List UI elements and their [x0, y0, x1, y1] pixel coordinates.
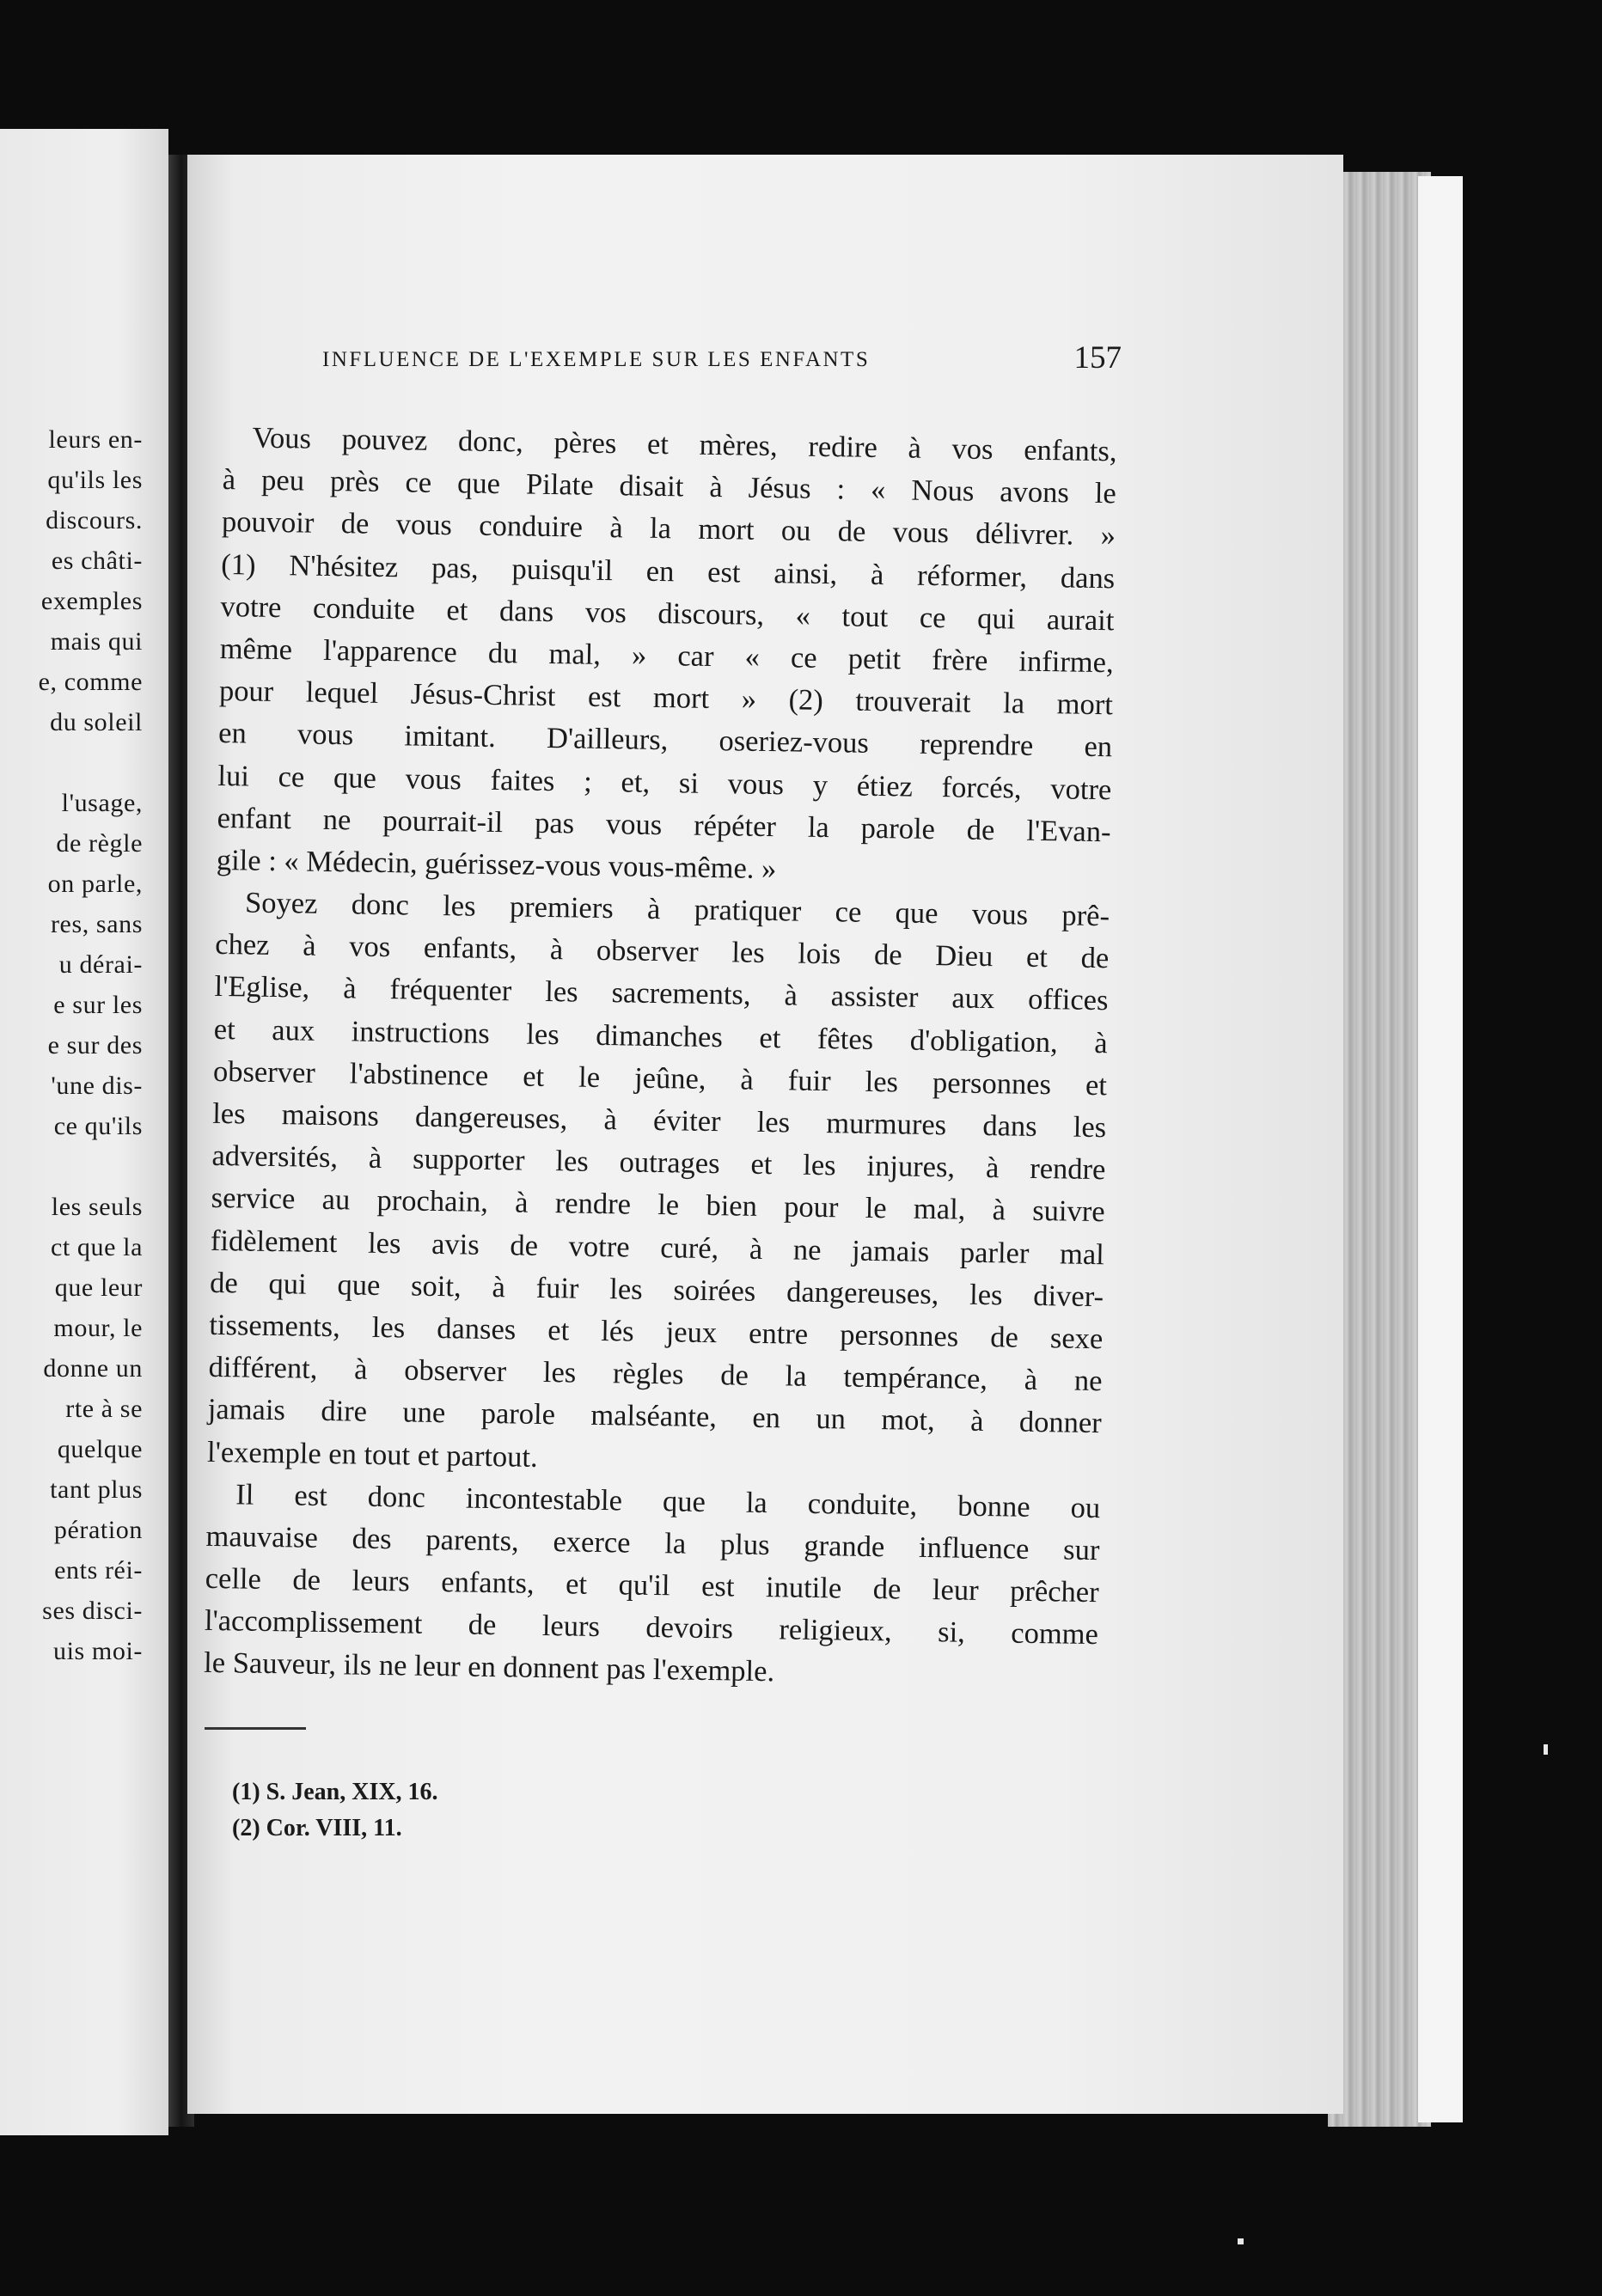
- left-page-line: e sur les: [53, 991, 143, 1019]
- text-line: même l'apparence du mal, » car « ce petit frère infirme,: [219, 632, 1114, 680]
- text-line: le Sauveur, ils ne leur en donnent pas l'exemple.: [203, 1646, 775, 1688]
- left-page-line: les seuls: [51, 1193, 143, 1221]
- left-page-line: ct que la: [50, 1233, 143, 1261]
- left-page-line: donne un: [43, 1354, 143, 1383]
- page-number: 157: [1073, 340, 1122, 376]
- text-line: différent, à observer les règles de la tempérance, à ne: [208, 1350, 1103, 1398]
- left-page-line: discours.: [46, 506, 143, 534]
- left-page-line: ce qu'ils: [53, 1112, 143, 1140]
- left-page-line: exemples: [40, 587, 143, 615]
- left-page-line: on parle,: [47, 870, 143, 898]
- left-page-line: rte à se: [65, 1395, 143, 1423]
- left-page-line: que leur: [54, 1273, 143, 1302]
- dust-speck: [1544, 1744, 1548, 1755]
- left-page-line: tant plus: [50, 1475, 143, 1504]
- text-line: Il est donc incontestable que la conduite, bonne ou: [235, 1478, 1101, 1524]
- text-line: service au prochain, à rendre le bien pour le mal, à suivre: [211, 1182, 1105, 1229]
- footnote-2: (2) Cor. VIII, 11.: [232, 1815, 402, 1841]
- text-line: celle de leurs enfants, et qu'il est inutile de leur prêcher: [205, 1561, 1099, 1609]
- left-page-line: l'usage,: [61, 789, 143, 817]
- text-line: Vous pouvez donc, pères et mères, redire à vos enfants,: [252, 421, 1117, 468]
- text-line: fidèlement les avis de votre curé, à ne jamais parler mal: [210, 1224, 1105, 1271]
- left-page-line: u dérai-: [58, 950, 143, 979]
- running-title: INFLUENCE DE L'EXEMPLE SUR LES ENFANTS: [322, 348, 871, 371]
- body-text: [204, 417, 1117, 1699]
- text-line: observer l'abstinence et le jeûne, à fuir les personnes et: [212, 1054, 1108, 1102]
- text-line: de qui que soit, à fuir les soirées dangereuses, les diver-: [209, 1266, 1104, 1313]
- text-line: l'Eglise, à fréquenter les sacrements, à assister aux offices: [214, 970, 1109, 1017]
- left-page-line: ses disci-: [42, 1597, 143, 1625]
- text-line: les maisons dangereuses, à éviter les murmures dans les: [211, 1096, 1107, 1145]
- text-line: votre conduite et dans vos discours, « tout ce qui aurait: [220, 589, 1115, 638]
- left-page-line: es châti-: [51, 547, 143, 575]
- text-line: pour lequel Jésus-Christ est mort » (2) trouverait la mort: [218, 675, 1114, 722]
- text-line: tissements, les danses et lés jeux entre personnes de sexe: [209, 1308, 1104, 1356]
- left-page-line: de règle: [56, 829, 143, 858]
- text-line: jamais dire une parole malséante, en un mot, à donner: [207, 1393, 1103, 1440]
- left-page-fragment: [0, 129, 168, 2135]
- footnote-rule: [205, 1727, 306, 1730]
- left-page-line: e sur des: [47, 1031, 143, 1059]
- text-line: (1) N'hésitez pas, puisqu'il en est ainsi, à réformer, dans: [221, 547, 1116, 595]
- text-line: gile : « Médecin, guérissez-vous vous-même. »: [216, 843, 777, 886]
- left-page-text: [0, 419, 143, 1671]
- left-page-line: mais qui: [50, 627, 143, 656]
- left-page-line: ents réi-: [54, 1556, 143, 1585]
- left-page-line: uis moi-: [53, 1637, 143, 1665]
- footnote-1: (1) S. Jean, XIX, 16.: [232, 1779, 438, 1805]
- text-line: à peu près ce que Pilate disait à Jésus : « Nous avons le: [222, 463, 1117, 510]
- cover-edge: [1418, 176, 1463, 2122]
- text-line: Soyez donc les premiers à pratiquer ce que vous prê-: [244, 886, 1110, 933]
- page-stack-edge: [1328, 172, 1431, 2127]
- text-line: enfant ne pourrait-il pas vous répéter la parole de l'Evan-: [217, 801, 1111, 848]
- dust-speck: [1238, 2238, 1244, 2244]
- left-page-line: res, sans: [50, 910, 143, 938]
- text-line: lui ce que vous faites ; et, si vous y étiez forcés, votre: [217, 759, 1112, 806]
- left-page-line: du soleil: [50, 708, 143, 736]
- footnotes: [232, 1774, 438, 1847]
- left-page-line: mour, le: [53, 1314, 143, 1342]
- text-line: et aux instructions les dimanches et fêtes d'obligation, à: [213, 1012, 1108, 1059]
- text-line: adversités, à supporter les outrages et les injures, à rendre: [211, 1139, 1106, 1187]
- text-line: l'accomplissement de leurs devoirs religieux, si, comme: [204, 1604, 1099, 1652]
- text-line: mauvaise des parents, exerce la plus grande influence sur: [205, 1519, 1100, 1567]
- text-line: chez à vos enfants, à observer les lois de Dieu et de: [215, 928, 1110, 975]
- left-page-line: pération: [53, 1516, 143, 1544]
- left-page-line: quelque: [57, 1435, 143, 1463]
- left-page-line: [0, 1146, 143, 1187]
- text-line: l'exemple en tout et partout.: [206, 1435, 538, 1474]
- text-line: en vous imitant. D'ailleurs, oseriez-vous reprendre en: [217, 717, 1113, 764]
- left-page-line: 'une dis-: [51, 1072, 143, 1100]
- left-page-line: [0, 742, 143, 783]
- page-header: [322, 339, 1122, 391]
- left-page-line: leurs en-: [48, 425, 143, 454]
- left-page-line: qu'ils les: [47, 466, 143, 494]
- left-page-line: e, comme: [38, 668, 143, 696]
- text-line: pouvoir de vous conduire à la mort ou de vous délivrer. »: [221, 505, 1116, 553]
